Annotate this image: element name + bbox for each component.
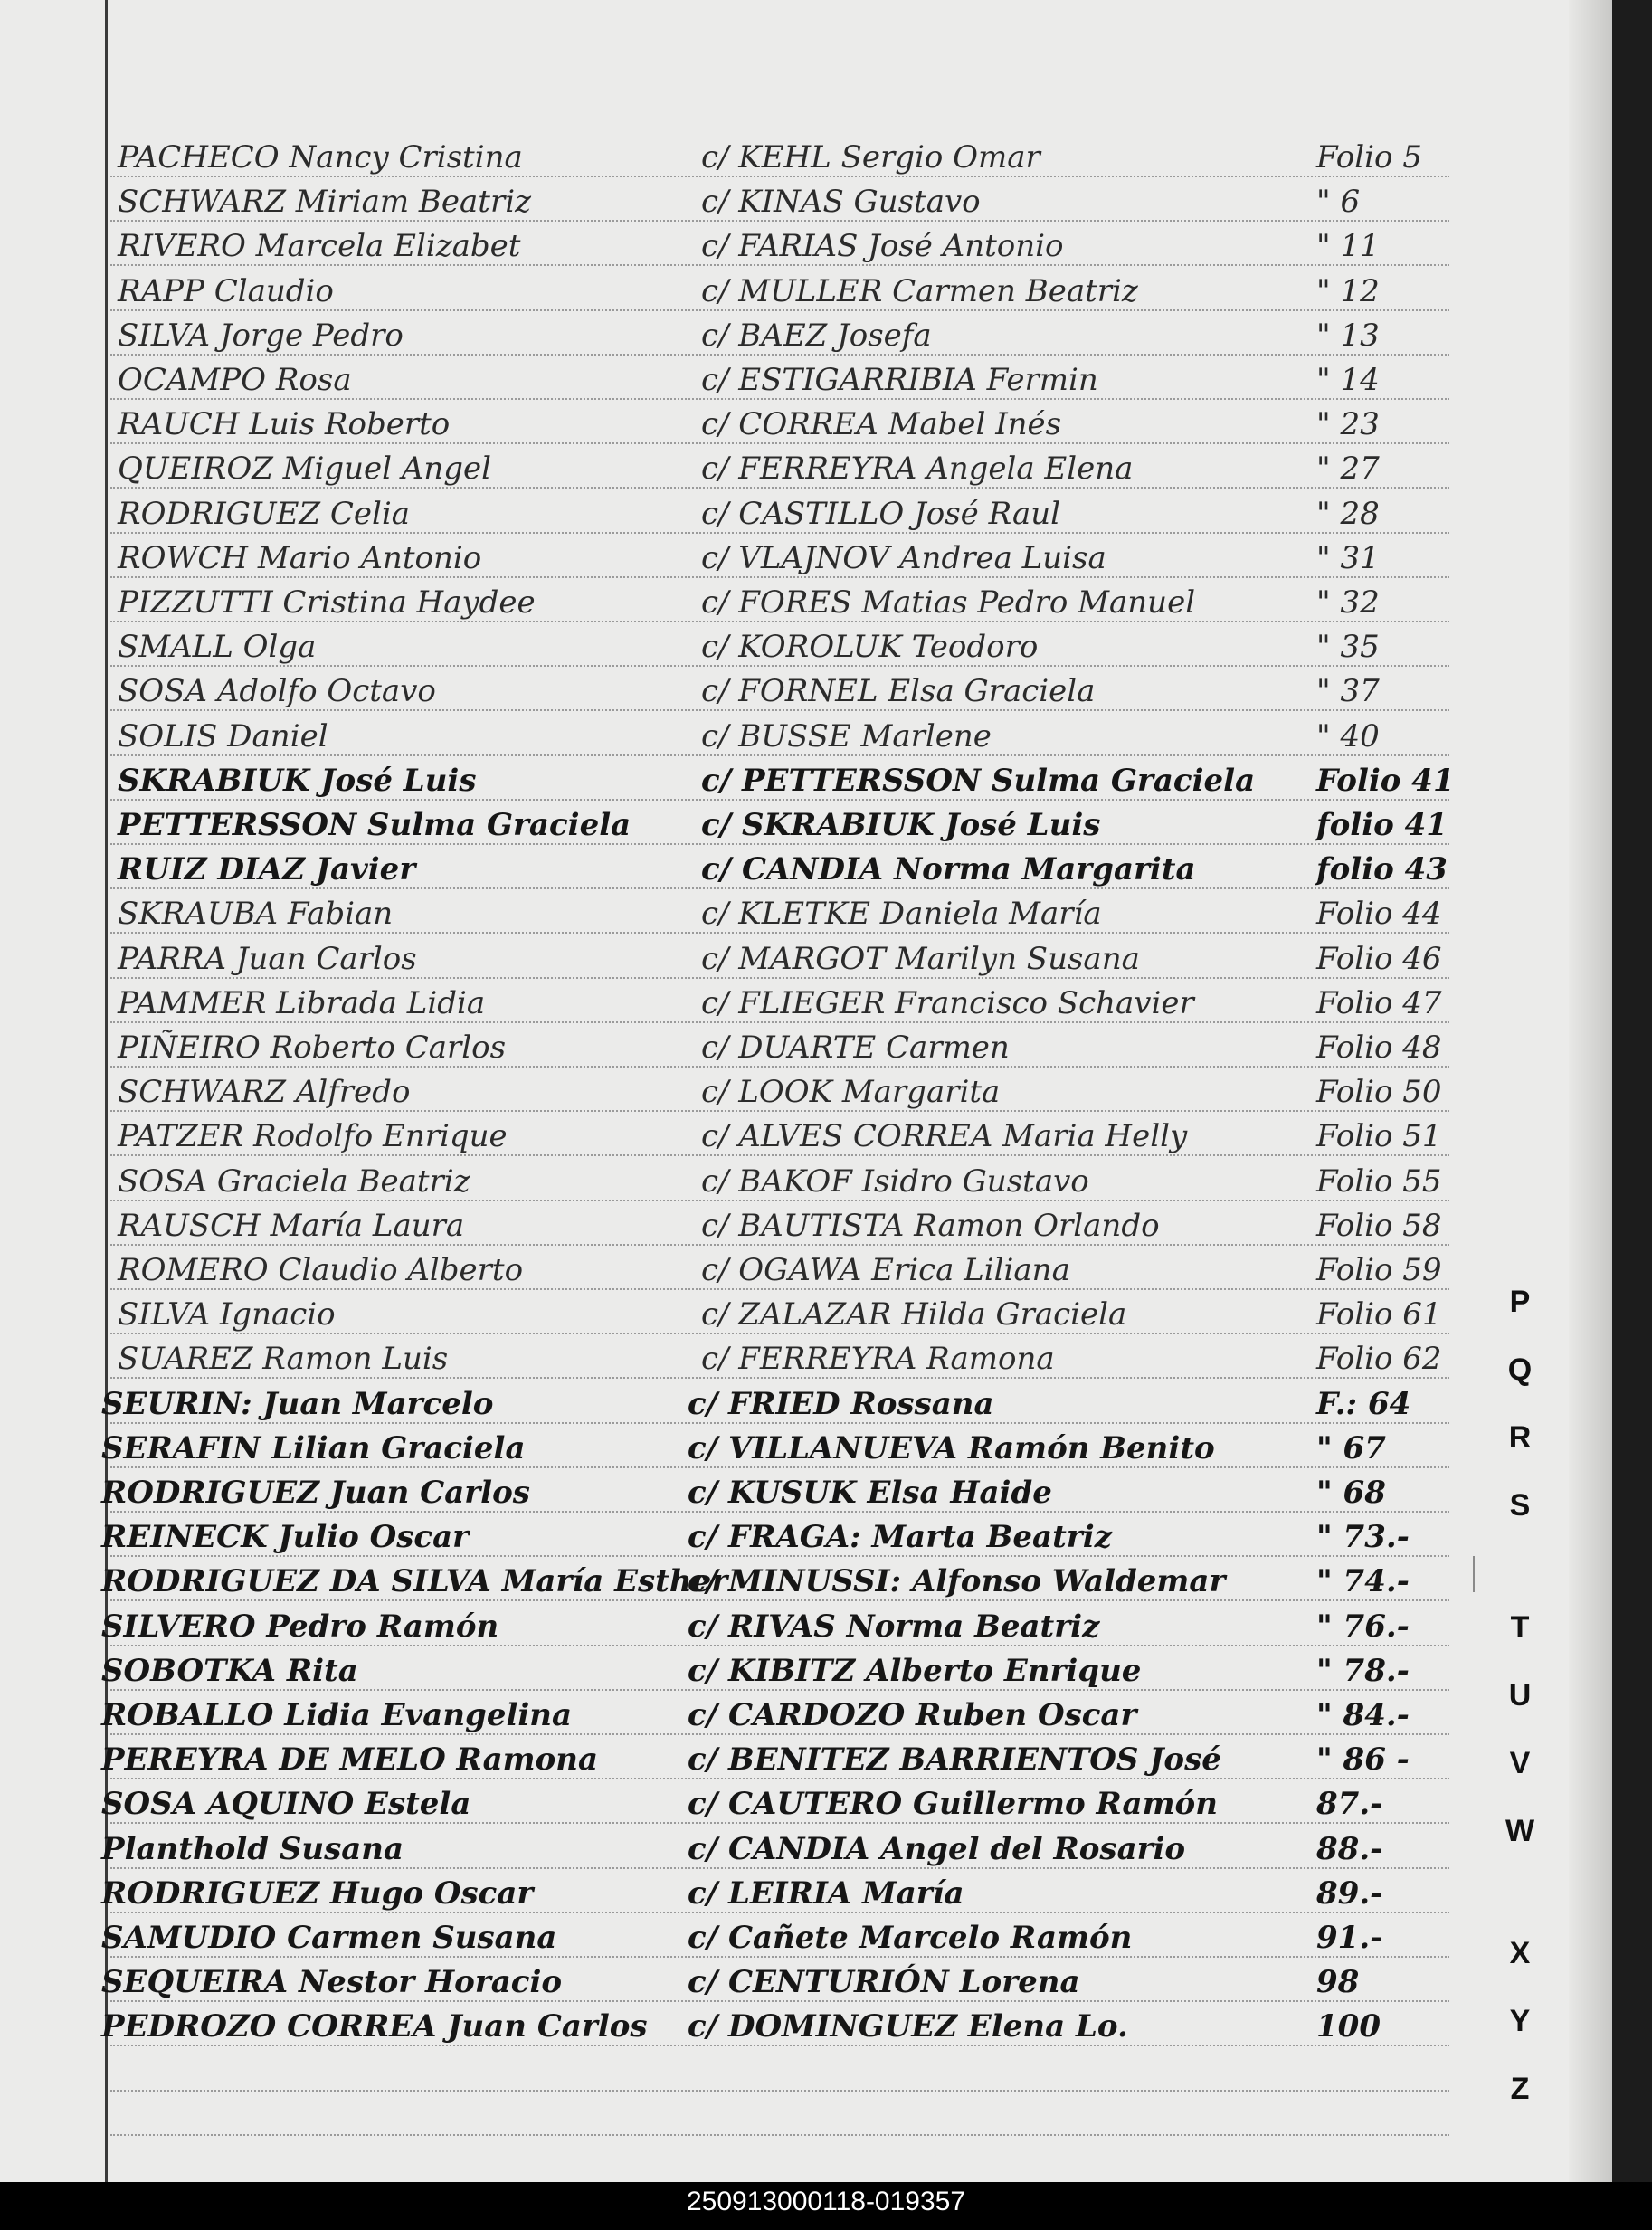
entry-counterparty: c/ BUSSE Marlene bbox=[701, 718, 992, 754]
entry-name: PATZER Rodolfo Enrique bbox=[118, 1118, 508, 1154]
entry-folio: " 23 bbox=[1316, 406, 1380, 442]
ledger-row bbox=[0, 1515, 1484, 1559]
entry-folio: Folio 47 bbox=[1316, 985, 1442, 1021]
entry-counterparty: c/ KLETKE Daniela María bbox=[701, 896, 1102, 932]
entry-folio: Folio 5 bbox=[1316, 139, 1422, 176]
entry-counterparty: c/ RIVAS Norma Beatriz bbox=[688, 1608, 1100, 1645]
ledger-row bbox=[0, 1916, 1484, 1960]
entry-counterparty: c/ PETTERSSON Sulma Graciela bbox=[701, 763, 1256, 799]
ledger-row bbox=[0, 224, 1484, 268]
entry-folio: " 37 bbox=[1316, 673, 1380, 709]
entry-counterparty: c/ FARIAS José Antonio bbox=[701, 228, 1064, 264]
entry-folio: Folio 51 bbox=[1316, 1118, 1442, 1154]
ledger-row bbox=[0, 982, 1484, 1025]
entry-folio: " 86 - bbox=[1316, 1741, 1410, 1778]
entry-name: SOSA AQUINO Estela bbox=[101, 1786, 471, 1822]
entry-name: PEDROZO CORREA Juan Carlos bbox=[101, 2008, 648, 2045]
entry-counterparty: c/ OGAWA Erica Liliana bbox=[701, 1252, 1070, 1288]
index-tab-r[interactable]: R bbox=[1508, 1420, 1532, 1455]
entry-folio: 88.- bbox=[1316, 1831, 1383, 1867]
entry-counterparty: c/ VILLANUEVA Ramón Benito bbox=[688, 1430, 1215, 1466]
entry-counterparty: c/ FRIED Rossana bbox=[688, 1386, 994, 1422]
entry-name: SUAREZ Ramon Luis bbox=[118, 1341, 449, 1377]
index-tab-x[interactable]: X bbox=[1509, 1936, 1531, 1970]
entry-counterparty: c/ CANDIA Norma Margarita bbox=[701, 851, 1196, 887]
ledger-row bbox=[0, 1204, 1484, 1248]
ledger-row bbox=[0, 270, 1484, 313]
ruled-line bbox=[110, 2090, 1449, 2092]
entry-counterparty: c/ CORREA Mabel Inés bbox=[701, 406, 1062, 442]
index-tab-t[interactable]: T bbox=[1510, 1610, 1530, 1645]
entry-name: SKRABIUK José Luis bbox=[118, 763, 477, 799]
entry-name: PIÑEIRO Roberto Carlos bbox=[118, 1030, 507, 1066]
index-tab-s[interactable]: S bbox=[1509, 1488, 1531, 1523]
entry-name: Planthold Susana bbox=[101, 1831, 404, 1867]
ledger-row bbox=[0, 892, 1484, 935]
entry-counterparty: c/ FORNEL Elsa Graciela bbox=[701, 673, 1096, 709]
ledger-row bbox=[0, 1827, 1484, 1871]
entry-folio: " 68 bbox=[1316, 1475, 1386, 1511]
entry-counterparty: c/ LOOK Margarita bbox=[701, 1074, 1001, 1110]
ledger-row bbox=[0, 1872, 1484, 1915]
index-tab-q[interactable]: Q bbox=[1507, 1352, 1533, 1387]
entry-folio: Folio 46 bbox=[1316, 941, 1442, 977]
entry-name: SMALL Olga bbox=[118, 629, 317, 665]
entry-counterparty: c/ SKRABIUK José Luis bbox=[701, 807, 1101, 843]
entry-name: OCAMPO Rosa bbox=[118, 362, 352, 398]
entry-name: PETTERSSON Sulma Graciela bbox=[118, 807, 631, 843]
entry-folio: Folio 48 bbox=[1316, 1030, 1442, 1066]
ledger-row bbox=[0, 715, 1484, 758]
entry-name: SEURIN: Juan Marcelo bbox=[101, 1386, 494, 1422]
index-tab-y[interactable]: Y bbox=[1509, 2004, 1531, 2038]
entry-folio: 89.- bbox=[1316, 1875, 1383, 1912]
entry-folio: Folio 41 bbox=[1316, 763, 1455, 799]
entry-folio: 100 bbox=[1316, 2008, 1381, 2045]
entry-folio: " 40 bbox=[1316, 718, 1380, 754]
entry-name: SOLIS Daniel bbox=[118, 718, 328, 754]
entry-counterparty: c/ MARGOT Marilyn Susana bbox=[701, 941, 1140, 977]
ledger-row bbox=[0, 803, 1484, 847]
ledger-row bbox=[0, 1160, 1484, 1203]
ledger-row bbox=[0, 581, 1484, 624]
entry-counterparty: c/ CANDIA Angel del Rosario bbox=[688, 1831, 1186, 1867]
entry-folio: folio 41 bbox=[1316, 807, 1448, 843]
entry-counterparty: c/ ALVES CORREA Maria Helly bbox=[701, 1118, 1188, 1154]
entry-folio: " 14 bbox=[1316, 362, 1380, 398]
entry-counterparty: c/ Cañete Marcelo Ramón bbox=[688, 1920, 1133, 1956]
index-tab-p[interactable]: P bbox=[1509, 1285, 1531, 1319]
entry-folio: Folio 61 bbox=[1316, 1296, 1442, 1333]
entry-counterparty: c/ BENITEZ BARRIENTOS José bbox=[688, 1741, 1221, 1778]
ledger-row bbox=[0, 937, 1484, 981]
entry-folio: " 28 bbox=[1316, 496, 1380, 532]
entry-counterparty: c/ KEHL Sergio Omar bbox=[701, 139, 1040, 176]
entry-name: ROBALLO Lidia Evangelina bbox=[101, 1697, 573, 1733]
entry-name: SAMUDIO Carmen Susana bbox=[101, 1920, 557, 1956]
entry-folio: folio 43 bbox=[1316, 851, 1448, 887]
ledger-row bbox=[0, 2005, 1484, 2048]
entry-counterparty: c/ DOMINGUEZ Elena Lo. bbox=[688, 2008, 1128, 2045]
ledger-row bbox=[0, 1605, 1484, 1648]
entry-counterparty: c/ FRAGA: Marta Beatriz bbox=[688, 1519, 1112, 1555]
entry-counterparty: c/ CASTILLO José Raul bbox=[701, 496, 1061, 532]
entry-name: SEQUEIRA Nestor Horacio bbox=[101, 1964, 563, 2000]
index-tab-z[interactable]: Z bbox=[1510, 2072, 1530, 2106]
ledger-row bbox=[0, 759, 1484, 802]
entry-name: REINECK Julio Oscar bbox=[101, 1519, 470, 1555]
ledger-row bbox=[0, 1560, 1484, 1603]
entry-name: RAUCH Luis Roberto bbox=[118, 406, 451, 442]
entry-folio: 98 bbox=[1316, 1964, 1360, 2000]
entry-folio: " 78.- bbox=[1316, 1653, 1410, 1689]
ledger-row bbox=[0, 1427, 1484, 1470]
entry-name: RODRIGUEZ Juan Carlos bbox=[101, 1475, 530, 1511]
entry-counterparty: c/ DUARTE Carmen bbox=[701, 1030, 1010, 1066]
ledger-row bbox=[0, 1115, 1484, 1158]
entry-folio: Folio 59 bbox=[1316, 1252, 1442, 1288]
entry-name: SILVA Ignacio bbox=[118, 1296, 336, 1333]
ledger-row bbox=[0, 1293, 1484, 1336]
ledger-row bbox=[0, 1471, 1484, 1514]
ledger-row bbox=[0, 1649, 1484, 1693]
ledger-row bbox=[0, 625, 1484, 669]
entry-counterparty: c/ CARDOZO Ruben Oscar bbox=[688, 1697, 1137, 1733]
entry-folio: " 32 bbox=[1316, 584, 1380, 621]
entry-counterparty: c/ BAKOF Isidro Gustavo bbox=[701, 1163, 1089, 1200]
entry-folio: 91.- bbox=[1316, 1920, 1383, 1956]
entry-counterparty: c/ ESTIGARRIBIA Fermin bbox=[701, 362, 1098, 398]
entry-folio: " 73.- bbox=[1316, 1519, 1410, 1555]
entry-name: PEREYRA DE MELO Ramona bbox=[101, 1741, 599, 1778]
entry-counterparty: c/ KIBITZ Alberto Enrique bbox=[688, 1653, 1142, 1689]
entry-folio: " 27 bbox=[1316, 451, 1380, 487]
index-tab-v[interactable]: V bbox=[1509, 1746, 1531, 1780]
index-tab-u[interactable]: U bbox=[1508, 1678, 1532, 1713]
entry-counterparty: c/ VLAJNOV Andrea Luisa bbox=[701, 540, 1106, 576]
entry-counterparty: c/ MULLER Carmen Beatriz bbox=[701, 273, 1138, 309]
entry-counterparty: c/ FERREYRA Angela Elena bbox=[701, 451, 1134, 487]
entry-counterparty: c/ FORES Matias Pedro Manuel bbox=[701, 584, 1196, 621]
entry-counterparty: c/ CENTURIÓN Lorena bbox=[688, 1964, 1080, 2000]
entry-counterparty: c/ FLIEGER Francisco Schavier bbox=[701, 985, 1194, 1021]
entry-folio: Folio 55 bbox=[1316, 1163, 1442, 1200]
entry-name: QUEIROZ Miguel Angel bbox=[118, 451, 492, 487]
entry-name: PAMMER Librada Lidia bbox=[118, 985, 486, 1021]
entry-counterparty: c/ KOROLUK Teodoro bbox=[701, 629, 1039, 665]
entry-folio: Folio 44 bbox=[1316, 896, 1442, 932]
entry-folio: 87.- bbox=[1316, 1786, 1383, 1822]
entry-name: SOBOTKA Rita bbox=[101, 1653, 358, 1689]
ledger-row bbox=[0, 1960, 1484, 2004]
entry-counterparty: c/ KINAS Gustavo bbox=[701, 184, 981, 220]
entry-name: ROWCH Mario Antonio bbox=[118, 540, 482, 576]
entry-folio: " 76.- bbox=[1316, 1608, 1410, 1645]
entry-folio: " 12 bbox=[1316, 273, 1380, 309]
ledger-row bbox=[0, 536, 1484, 580]
ledger-row bbox=[0, 136, 1484, 179]
entry-folio: " 6 bbox=[1316, 184, 1361, 220]
entry-folio: Folio 50 bbox=[1316, 1074, 1442, 1110]
entry-name: RUIZ DIAZ Javier bbox=[118, 851, 416, 887]
entry-folio: " 31 bbox=[1316, 540, 1380, 576]
entry-name: RODRIGUEZ Celia bbox=[118, 496, 410, 532]
ruled-line bbox=[110, 2134, 1449, 2136]
entry-counterparty: c/ BAEZ Josefa bbox=[701, 318, 932, 354]
entry-folio: " 11 bbox=[1316, 228, 1380, 264]
ledger-row bbox=[0, 1694, 1484, 1737]
entry-name: RIVERO Marcela Elizabet bbox=[118, 228, 521, 264]
entry-name: RAPP Claudio bbox=[118, 273, 334, 309]
entry-folio: Folio 62 bbox=[1316, 1341, 1442, 1377]
ledger-row bbox=[0, 848, 1484, 891]
ledger-row bbox=[0, 1382, 1484, 1426]
entry-counterparty: c/ ZALAZAR Hilda Graciela bbox=[701, 1296, 1127, 1333]
entry-name: PIZZUTTI Cristina Haydee bbox=[118, 584, 536, 621]
entry-name: RODRIGUEZ Hugo Oscar bbox=[101, 1875, 534, 1912]
entry-counterparty: c/ BAUTISTA Ramon Orlando bbox=[701, 1208, 1160, 1244]
entry-counterparty: c/ LEIRIA María bbox=[688, 1875, 964, 1912]
ledger-row bbox=[0, 1248, 1484, 1292]
entry-folio: " 67 bbox=[1316, 1430, 1386, 1466]
ledger-row bbox=[0, 492, 1484, 536]
entry-folio: " 74.- bbox=[1316, 1563, 1410, 1599]
entry-folio: " 35 bbox=[1316, 629, 1380, 665]
document-id: 250913000118-019357 bbox=[686, 2187, 966, 2216]
entry-name: SOSA Adolfo Octavo bbox=[118, 673, 436, 709]
entry-name: SKRAUBA Fabian bbox=[118, 896, 394, 932]
index-tab-w[interactable]: W bbox=[1505, 1814, 1535, 1848]
entry-counterparty: c/ KUSUK Elsa Haide bbox=[688, 1475, 1052, 1511]
entry-name: SCHWARZ Miriam Beatriz bbox=[118, 184, 532, 220]
entry-name: SILVA Jorge Pedro bbox=[118, 318, 404, 354]
entry-name: SOSA Graciela Beatriz bbox=[118, 1163, 470, 1200]
alphabet-index-tabs bbox=[1475, 1285, 1565, 2135]
entry-folio: " 13 bbox=[1316, 318, 1380, 354]
ledger-row bbox=[0, 1026, 1484, 1069]
entry-name: SCHWARZ Alfredo bbox=[118, 1074, 411, 1110]
entry-counterparty: c/ MINUSSI: Alfonso Waldemar bbox=[688, 1563, 1226, 1599]
entry-folio: F.: 64 bbox=[1316, 1386, 1411, 1422]
ledger-row bbox=[0, 1070, 1484, 1114]
entry-name: ROMERO Claudio Alberto bbox=[118, 1252, 524, 1288]
ledger-row bbox=[0, 1782, 1484, 1826]
entry-name: PACHECO Nancy Cristina bbox=[118, 139, 523, 176]
entry-name: RODRIGUEZ DA SILVA María Esther bbox=[101, 1563, 728, 1599]
ledger-row bbox=[0, 358, 1484, 402]
ledger-row bbox=[0, 1738, 1484, 1781]
ledger-row bbox=[0, 403, 1484, 446]
entry-name: PARRA Juan Carlos bbox=[118, 941, 417, 977]
ledger-row bbox=[0, 1337, 1484, 1381]
entry-name: SILVERO Pedro Ramón bbox=[101, 1608, 499, 1645]
entry-name: SERAFIN Lilian Graciela bbox=[101, 1430, 526, 1466]
entry-counterparty: c/ FERREYRA Ramona bbox=[701, 1341, 1055, 1377]
ledger-row bbox=[0, 447, 1484, 490]
ledger-row bbox=[0, 180, 1484, 223]
ledger-row bbox=[0, 669, 1484, 713]
ledger-row bbox=[0, 314, 1484, 357]
entry-counterparty: c/ CAUTERO Guillermo Ramón bbox=[688, 1786, 1218, 1822]
entry-name: RAUSCH María Laura bbox=[118, 1208, 465, 1244]
entry-folio: Folio 58 bbox=[1316, 1208, 1442, 1244]
entry-folio: " 84.- bbox=[1316, 1697, 1410, 1733]
